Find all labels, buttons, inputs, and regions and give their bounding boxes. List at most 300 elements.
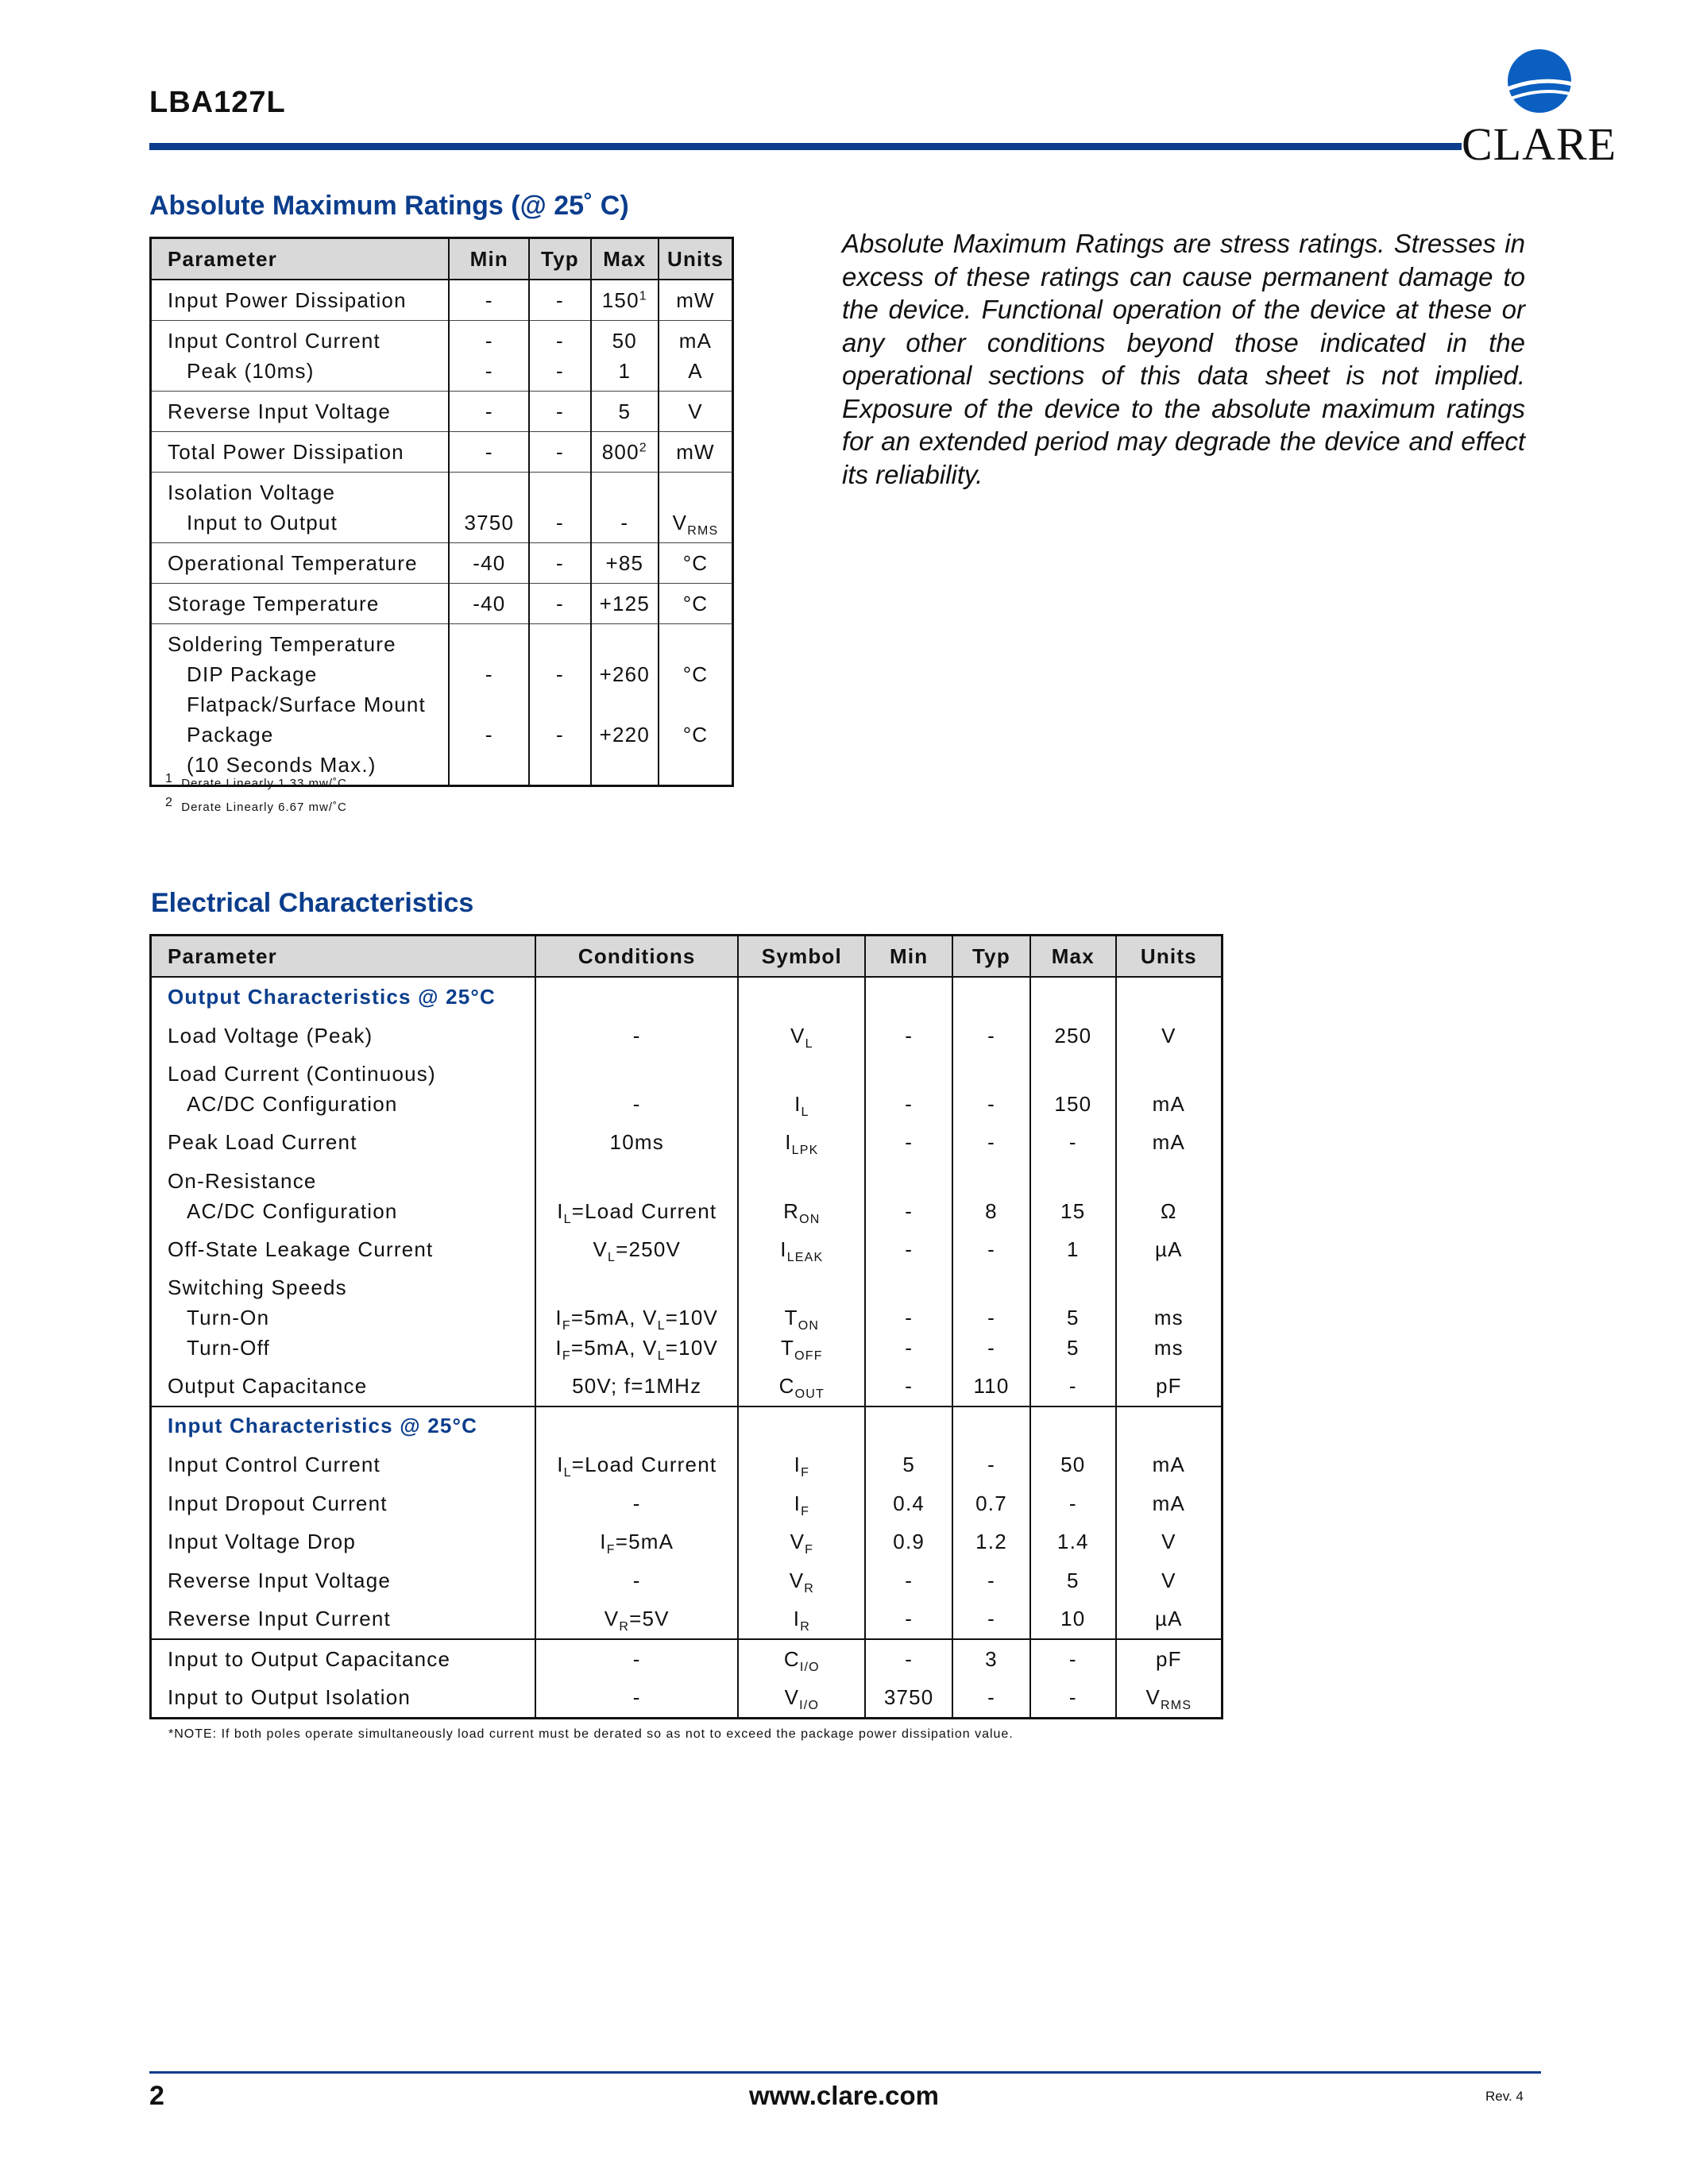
amr-col-min: Min bbox=[449, 238, 529, 280]
ec-line: - bbox=[1068, 1491, 1077, 1515]
ec-line: AC/DC Configuration bbox=[187, 1198, 398, 1223]
amr-line: °C bbox=[682, 592, 709, 615]
ec-cell bbox=[952, 1599, 1030, 1639]
ec-line: $I_L=Load$ Current bbox=[557, 1198, 717, 1226]
revision: Rev. 4 bbox=[1485, 2089, 1524, 2104]
ec-cell bbox=[151, 1599, 536, 1639]
ec-line: V bbox=[1161, 1023, 1176, 1048]
amr-line: Flatpack/Surface Mount bbox=[187, 693, 426, 716]
ec-line bbox=[544, 1059, 729, 1089]
part-number: LBA127L bbox=[149, 86, 286, 119]
amr-cell bbox=[529, 280, 590, 321]
amr-line: Package bbox=[187, 723, 274, 747]
ec-line bbox=[874, 1059, 944, 1089]
amr-cell bbox=[449, 280, 529, 321]
amr-line bbox=[538, 477, 581, 507]
ec-line: $T_{OFF}$ bbox=[781, 1336, 823, 1364]
ec-line bbox=[874, 1272, 944, 1302]
amr-line: - bbox=[555, 662, 564, 686]
ec-line: 50 bbox=[1060, 1453, 1086, 1477]
amr-line bbox=[458, 477, 520, 507]
amr-line: Total Power Dissipation bbox=[168, 440, 404, 464]
page-number: 2 bbox=[149, 2081, 164, 2111]
ec-line: µA bbox=[1154, 1237, 1183, 1261]
amr-cell bbox=[591, 624, 659, 786]
ec-line: - bbox=[905, 1374, 914, 1399]
ec-line: $V_{I/O}$ bbox=[784, 1685, 820, 1713]
ec-cell bbox=[1116, 1561, 1223, 1600]
ec-cell bbox=[1030, 1367, 1116, 1406]
amr-line bbox=[667, 750, 724, 780]
ec-line: $I_{LEAK}$ bbox=[780, 1237, 824, 1264]
ec-col-conditions: Conditions bbox=[535, 936, 738, 978]
ec-cell bbox=[1030, 1406, 1116, 1446]
amr-cell bbox=[659, 584, 733, 624]
ec-cell bbox=[1116, 1522, 1223, 1561]
amr-row bbox=[151, 280, 733, 321]
ec-line bbox=[961, 1059, 1022, 1089]
ec-line: Input Control Current bbox=[168, 1453, 380, 1477]
ec-line: 10ms bbox=[609, 1130, 664, 1155]
ec-cell bbox=[535, 1017, 738, 1055]
ec-cell bbox=[865, 1230, 952, 1269]
amr-cell bbox=[529, 432, 590, 473]
ec-cell bbox=[952, 1445, 1030, 1484]
amr-col-max: Max bbox=[591, 238, 659, 280]
ec-cell bbox=[1030, 1017, 1116, 1055]
amr-line bbox=[667, 629, 724, 659]
ec-line: - bbox=[1068, 1646, 1077, 1671]
amr-line: A bbox=[688, 359, 703, 383]
ec-line bbox=[1125, 1166, 1213, 1196]
ec-line bbox=[544, 1166, 729, 1196]
ec-group-label: Input Characteristics @ 25°C bbox=[151, 1406, 536, 1446]
ec-cell bbox=[738, 1484, 865, 1523]
amr-note-paragraph: Absolute Maximum Ratings are stress ratings. Stresses in excess of these ratings can cause permanent damage to the device. Functional operation of the device at these or any other conditions beyond those indicated in the operational sections of this data sheet is not implied. Exposure of the device to the absolute maximum ratings for an extended period may degrade the device and effect its reliability. bbox=[842, 229, 1525, 489]
ec-cell bbox=[1116, 1367, 1223, 1406]
ec-line: pF bbox=[1155, 1646, 1182, 1671]
ec-cell bbox=[952, 1639, 1030, 1679]
ec-line: - bbox=[905, 1336, 914, 1360]
ec-group-label: Output Characteristics @ 25°C bbox=[151, 977, 536, 1017]
subscript: L bbox=[608, 1250, 616, 1264]
amr-line: - bbox=[485, 440, 493, 464]
footer-rule bbox=[149, 2071, 1541, 2074]
ec-line: 5 bbox=[1066, 1568, 1080, 1592]
ec-line: Output Capacitance bbox=[168, 1374, 368, 1399]
ec-cell bbox=[1116, 1055, 1223, 1123]
ec-line: 0.7 bbox=[975, 1491, 1007, 1515]
ec-cell bbox=[738, 1055, 865, 1123]
ec-line: Input Dropout Current bbox=[168, 1491, 388, 1515]
ec-cell bbox=[738, 1268, 865, 1367]
ec-cell bbox=[952, 1123, 1030, 1162]
ec-cell bbox=[151, 1017, 536, 1055]
ec-line: $V_R$ bbox=[789, 1568, 814, 1596]
ec-cell bbox=[865, 1484, 952, 1523]
ec-line: Ω bbox=[1161, 1198, 1177, 1223]
ec-line: - bbox=[987, 1336, 995, 1360]
ec-line: $I_F$ bbox=[794, 1453, 810, 1480]
ec-line: - bbox=[987, 1685, 995, 1710]
ec-line: $T_{ON}$ bbox=[784, 1306, 820, 1333]
footer-url: www.clare.com bbox=[748, 2081, 940, 2110]
ec-line: - bbox=[905, 1568, 914, 1592]
ec-cell bbox=[151, 1367, 536, 1406]
ec-line bbox=[1039, 1272, 1107, 1302]
ec-cell bbox=[952, 1055, 1030, 1123]
ec-row bbox=[151, 1522, 1223, 1561]
amr-line: Peak (10ms) bbox=[187, 359, 315, 383]
ec-cell bbox=[535, 1678, 738, 1718]
amr-col-parameter: Parameter bbox=[151, 238, 450, 280]
ec-cell bbox=[535, 1268, 738, 1367]
subscript: L bbox=[801, 1106, 809, 1120]
ec-line: ms bbox=[1153, 1336, 1184, 1360]
amr-line: - bbox=[555, 511, 564, 534]
ec-row bbox=[151, 1367, 1223, 1406]
ec-cell bbox=[151, 1678, 536, 1718]
ec-line: Off-State Leakage Current bbox=[168, 1237, 434, 1261]
amr-cell bbox=[659, 392, 733, 432]
ec-cell bbox=[952, 1406, 1030, 1446]
amr-line bbox=[538, 629, 581, 659]
amr-line: - bbox=[485, 329, 493, 353]
ec-line: - bbox=[632, 1491, 641, 1515]
ec-cell bbox=[1116, 1017, 1223, 1055]
ec-cell bbox=[952, 1522, 1030, 1561]
ec-line: $I_L=Load$ Current bbox=[557, 1453, 717, 1480]
ec-line: ms bbox=[1153, 1306, 1184, 1329]
ec-line bbox=[1125, 1059, 1213, 1089]
ec-line: 10 bbox=[1060, 1607, 1086, 1631]
ec-line: AC/DC Configuration bbox=[187, 1092, 398, 1116]
amr-footnote-2: $^2$ Derate Linearly 6.67 mw/˚C bbox=[165, 796, 347, 814]
ec-cell bbox=[738, 1367, 865, 1406]
ec-line: - bbox=[632, 1092, 641, 1116]
amr-line: (10 Seconds Max.) bbox=[187, 753, 377, 777]
amr-line: Input to Output bbox=[187, 511, 338, 534]
ec-line: $I_F=5mA$ bbox=[600, 1530, 674, 1557]
subscript: LPK bbox=[791, 1144, 819, 1158]
ec-cell bbox=[865, 1268, 952, 1367]
ec-cell bbox=[1030, 1678, 1116, 1718]
amr-cell bbox=[151, 473, 450, 543]
ec-line: $I_R$ bbox=[793, 1607, 810, 1634]
ec-line: $C_{I/O}$ bbox=[783, 1646, 820, 1674]
amr-line: $800^2$ bbox=[601, 440, 647, 464]
subscript: I/O bbox=[799, 1699, 820, 1713]
ec-cell bbox=[535, 1599, 738, 1639]
amr-line bbox=[538, 689, 581, 720]
ec-row bbox=[151, 1639, 1223, 1679]
ec-cell bbox=[1030, 1561, 1116, 1600]
ec-row bbox=[151, 1561, 1223, 1600]
amr-cell bbox=[591, 321, 659, 392]
ec-cell bbox=[952, 977, 1030, 1017]
ec-cell bbox=[535, 1484, 738, 1523]
amr-line: DIP Package bbox=[187, 662, 318, 686]
amr-line: - bbox=[620, 511, 629, 534]
amr-line: mW bbox=[676, 440, 715, 464]
amr-cell bbox=[591, 392, 659, 432]
ec-cell bbox=[1116, 1268, 1223, 1367]
ec-line: $V_R=5V$ bbox=[604, 1607, 670, 1634]
ec-line: - bbox=[905, 1023, 914, 1048]
ec-cell bbox=[1116, 1162, 1223, 1230]
ec-line: 1.2 bbox=[975, 1530, 1007, 1554]
ec-cell bbox=[738, 1561, 865, 1600]
amr-line: - bbox=[485, 288, 493, 312]
amr-line: Soldering Temperature bbox=[168, 632, 396, 656]
amr-line: - bbox=[555, 288, 564, 312]
ec-note: *NOTE: If both poles operate simultaneously load current must be derated so as not to exceed the package power dissipation value. bbox=[168, 1727, 1014, 1741]
amr-line bbox=[538, 750, 581, 780]
ec-line: - bbox=[905, 1607, 914, 1631]
amr-line bbox=[600, 689, 650, 720]
ec-line: 0.4 bbox=[893, 1491, 925, 1515]
subscript: L bbox=[657, 1319, 666, 1333]
ec-line: Switching Speeds bbox=[168, 1275, 347, 1299]
amr-line: - bbox=[555, 399, 564, 423]
amr-line: mW bbox=[676, 288, 715, 312]
ec-line: Input to Output Capacitance bbox=[168, 1646, 451, 1671]
ec-cell bbox=[738, 977, 865, 1017]
ec-line: mA bbox=[1152, 1453, 1186, 1477]
amr-line: °C bbox=[682, 662, 709, 686]
subscript: ON bbox=[799, 1212, 821, 1226]
subscript: F bbox=[805, 1543, 814, 1557]
ec-line: µA bbox=[1154, 1607, 1183, 1631]
ec-line: Load Voltage (Peak) bbox=[168, 1023, 373, 1048]
amr-line: V bbox=[688, 399, 703, 423]
ec-line: Reverse Input Voltage bbox=[168, 1568, 392, 1592]
ec-line: - bbox=[987, 1237, 995, 1261]
ec-cell bbox=[1030, 1445, 1116, 1484]
ec-cell bbox=[535, 1522, 738, 1561]
ec-line: - bbox=[987, 1092, 995, 1116]
amr-line: $V_{RMS}$ bbox=[672, 511, 719, 538]
amr-line: °C bbox=[682, 551, 709, 575]
ec-cell bbox=[1030, 1639, 1116, 1679]
ec-cell bbox=[535, 1406, 738, 1446]
ec-line: 50V; f=1MHz bbox=[572, 1374, 702, 1399]
brand-wordmark: CLARE bbox=[1462, 118, 1617, 170]
ec-line: $V_F$ bbox=[790, 1530, 814, 1557]
ec-line: $V_L$ bbox=[790, 1023, 813, 1051]
ec-line bbox=[1125, 1272, 1213, 1302]
ec-line: $I_L$ bbox=[794, 1092, 809, 1120]
ec-line: $V_L=250V$ bbox=[593, 1237, 682, 1264]
amr-line: Reverse Input Voltage bbox=[168, 399, 392, 423]
amr-cell bbox=[529, 624, 590, 786]
ec-row bbox=[151, 1599, 1223, 1639]
ec-cell bbox=[1030, 1123, 1116, 1162]
ec-line: - bbox=[987, 1607, 995, 1631]
ec-cell bbox=[865, 1367, 952, 1406]
ec-line: Input Voltage Drop bbox=[168, 1530, 356, 1554]
ec-cell bbox=[535, 1162, 738, 1230]
ec-line: - bbox=[987, 1568, 995, 1592]
ec-cell bbox=[865, 1123, 952, 1162]
ec-cell bbox=[1030, 1522, 1116, 1561]
ec-cell bbox=[952, 1678, 1030, 1718]
ec-line bbox=[961, 1166, 1022, 1196]
ec-cell bbox=[865, 1561, 952, 1600]
clare-logo bbox=[1462, 48, 1636, 175]
ec-line: - bbox=[905, 1306, 914, 1329]
ec-cell bbox=[1116, 1484, 1223, 1523]
ec-cell bbox=[1116, 1678, 1223, 1718]
ec-row bbox=[151, 1055, 1223, 1123]
ec-cell bbox=[151, 1055, 536, 1123]
ec-col-max: Max bbox=[1030, 936, 1116, 978]
ec-line: 3750 bbox=[883, 1685, 934, 1710]
amr-line: Input Power Dissipation bbox=[168, 288, 407, 312]
ec-line: 250 bbox=[1054, 1023, 1092, 1048]
ec-col-symbol: Symbol bbox=[738, 936, 865, 978]
ec-cell bbox=[865, 1522, 952, 1561]
ec-cell bbox=[952, 1484, 1030, 1523]
ec-cell bbox=[865, 1678, 952, 1718]
ec-line: 0.9 bbox=[893, 1530, 925, 1554]
ec-cell bbox=[1116, 1123, 1223, 1162]
ec-cell bbox=[952, 1367, 1030, 1406]
ec-line: 15 bbox=[1060, 1198, 1086, 1223]
amr-footnote-1-text: Derate Linearly 1.33 mw/˚C bbox=[181, 777, 347, 790]
ec-cell bbox=[535, 1445, 738, 1484]
footnote-ref: 1 bbox=[639, 289, 647, 303]
ec-line bbox=[1039, 1166, 1107, 1196]
subscript: ON bbox=[798, 1319, 820, 1333]
amr-cell bbox=[151, 584, 450, 624]
footnote-ref: 2 bbox=[639, 441, 647, 455]
subscript: R bbox=[804, 1581, 814, 1596]
ec-line: $C_{OUT}$ bbox=[778, 1374, 825, 1402]
ec-line: pF bbox=[1155, 1374, 1182, 1399]
ec-line: - bbox=[987, 1023, 995, 1048]
amr-line: - bbox=[485, 399, 493, 423]
ec-cell bbox=[1116, 1406, 1223, 1446]
ec-line: 8 bbox=[985, 1198, 998, 1223]
ec-line: $I_F=5mA$, $V_L=10V$ bbox=[555, 1306, 719, 1333]
ec-line: - bbox=[905, 1646, 914, 1671]
ec-cell bbox=[535, 1055, 738, 1123]
amr-line: 50 bbox=[612, 329, 637, 353]
ec-line: Input to Output Isolation bbox=[168, 1685, 411, 1710]
ec-header-row bbox=[151, 936, 1223, 978]
ec-col-parameter: Parameter bbox=[151, 936, 536, 978]
amr-line: -40 bbox=[473, 592, 506, 615]
ec-cell bbox=[1116, 1445, 1223, 1484]
ec-cell bbox=[535, 1561, 738, 1600]
ec-line: - bbox=[905, 1198, 914, 1223]
ec-cell bbox=[1030, 1055, 1116, 1123]
amr-line: °C bbox=[682, 723, 709, 747]
amr-header-row bbox=[151, 238, 733, 280]
ec-cell bbox=[151, 1445, 536, 1484]
ec-cell bbox=[151, 1639, 536, 1679]
amr-line: Isolation Voltage bbox=[168, 480, 336, 504]
ec-line: - bbox=[1068, 1374, 1077, 1399]
amr-line: 5 bbox=[618, 399, 632, 423]
amr-line bbox=[600, 750, 650, 780]
ec-line: 150 bbox=[1054, 1092, 1092, 1116]
amr-line: +85 bbox=[605, 551, 644, 575]
ec-line: - bbox=[987, 1306, 995, 1329]
ec-cell bbox=[151, 1268, 536, 1367]
ec-cell bbox=[865, 977, 952, 1017]
amr-title: Absolute Maximum Ratings (@ 25˚ C) bbox=[149, 191, 629, 221]
amr-line bbox=[600, 477, 650, 507]
amr-cell bbox=[659, 624, 733, 786]
ec-cell bbox=[952, 1561, 1030, 1600]
ec-cell bbox=[535, 1123, 738, 1162]
amr-row bbox=[151, 321, 733, 392]
amr-line: - bbox=[485, 359, 493, 383]
ec-cell bbox=[1030, 977, 1116, 1017]
subscript: OUT bbox=[794, 1387, 825, 1402]
ec-line: Turn-Off bbox=[187, 1336, 270, 1360]
amr-footnote-1: $^1$ Derate Linearly 1.33 mw/˚C bbox=[165, 772, 347, 790]
amr-row bbox=[151, 543, 733, 584]
ec-cell bbox=[738, 1639, 865, 1679]
amr-footnote-2-text: Derate Linearly 6.67 mw/˚C bbox=[181, 801, 347, 814]
ec-cell bbox=[738, 1230, 865, 1269]
amr-cell bbox=[659, 543, 733, 584]
amr-cell bbox=[529, 392, 590, 432]
ec-line bbox=[747, 1059, 856, 1089]
amr-col-typ: Typ bbox=[529, 238, 590, 280]
amr-line: - bbox=[485, 662, 493, 686]
ec-cell bbox=[865, 1017, 952, 1055]
ec-line: - bbox=[632, 1685, 641, 1710]
amr-cell bbox=[591, 543, 659, 584]
ec-cell bbox=[738, 1017, 865, 1055]
ec-cell bbox=[535, 977, 738, 1017]
ec-line: 5 bbox=[1066, 1306, 1080, 1329]
amr-cell bbox=[449, 432, 529, 473]
ec-line: V bbox=[1161, 1568, 1176, 1592]
ec-line: $V_{RMS}$ bbox=[1145, 1685, 1192, 1713]
amr-cell bbox=[529, 584, 590, 624]
ec-cell bbox=[151, 1230, 536, 1269]
amr-line: mA bbox=[678, 329, 713, 353]
ec-cell bbox=[151, 1484, 536, 1523]
subscript: RMS bbox=[1161, 1699, 1192, 1713]
amr-line: - bbox=[555, 329, 564, 353]
ec-cell bbox=[738, 1162, 865, 1230]
amr-cell bbox=[591, 473, 659, 543]
amr-line: +220 bbox=[599, 723, 650, 747]
ec-cell bbox=[1030, 1230, 1116, 1269]
amr-cell bbox=[449, 473, 529, 543]
ec-row bbox=[151, 1017, 1223, 1055]
amr-line: - bbox=[555, 359, 564, 383]
ec-line: Peak Load Current bbox=[168, 1130, 357, 1155]
ec-line bbox=[544, 1272, 729, 1302]
subscript: LEAK bbox=[786, 1250, 824, 1264]
ec-cell bbox=[952, 1230, 1030, 1269]
subscript: R bbox=[619, 1620, 630, 1634]
ec-line: V bbox=[1161, 1530, 1176, 1554]
ec-col-typ: Typ bbox=[952, 936, 1030, 978]
ec-cell bbox=[151, 1123, 536, 1162]
ec-line: - bbox=[632, 1023, 641, 1048]
ec-row bbox=[151, 1230, 1223, 1269]
subscript: RMS bbox=[687, 524, 719, 538]
ec-cell bbox=[865, 1055, 952, 1123]
